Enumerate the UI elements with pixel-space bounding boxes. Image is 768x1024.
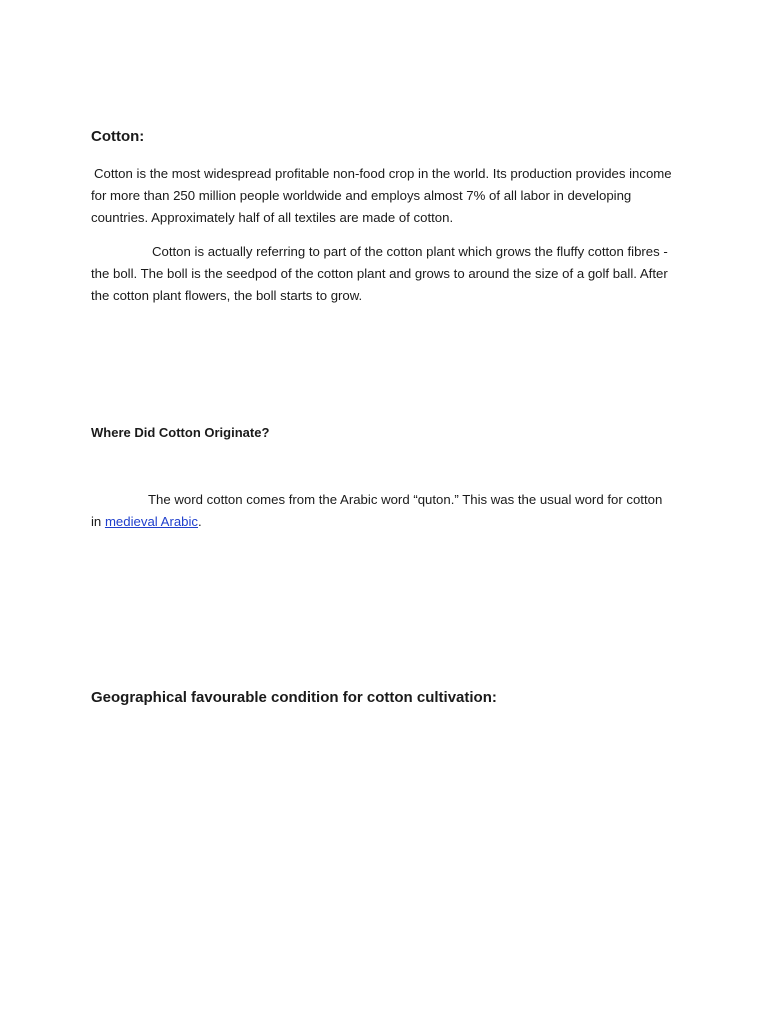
- paragraph-origin: [91, 489, 676, 533]
- heading-origin: Where Did Cotton Originate?: [91, 425, 270, 440]
- paragraph-intro-text: Cotton is the most widespread profitable non-food crop in the world. Its production provides income for more than 250 million people worldwide and employs almost 7% of all labor in developing countries. Approximately half of all textiles are made of cotton.: [91, 166, 672, 225]
- paragraph-origin-text: The word cotton comes from the Arabic word “quton.” This was the usual word for cotton in: [91, 492, 663, 529]
- paragraph-boll-text: Cotton is actually referring to part of the cotton plant which grows the fluffy cotton fibres - the boll. The boll is the seedpod of the cotton plant and grows to around the size of a golf ball. After the cotton plant flowers, the boll starts to grow.: [91, 244, 668, 303]
- heading-cotton: Cotton:: [91, 128, 145, 145]
- paragraph-intro: [91, 163, 676, 229]
- paragraph-boll: [91, 241, 676, 307]
- paragraph-origin-end: .: [198, 514, 202, 529]
- heading-geography: Geographical favourable condition for cotton cultivation:: [91, 689, 497, 706]
- medieval-arabic-link[interactable]: medieval Arabic: [104, 514, 199, 529]
